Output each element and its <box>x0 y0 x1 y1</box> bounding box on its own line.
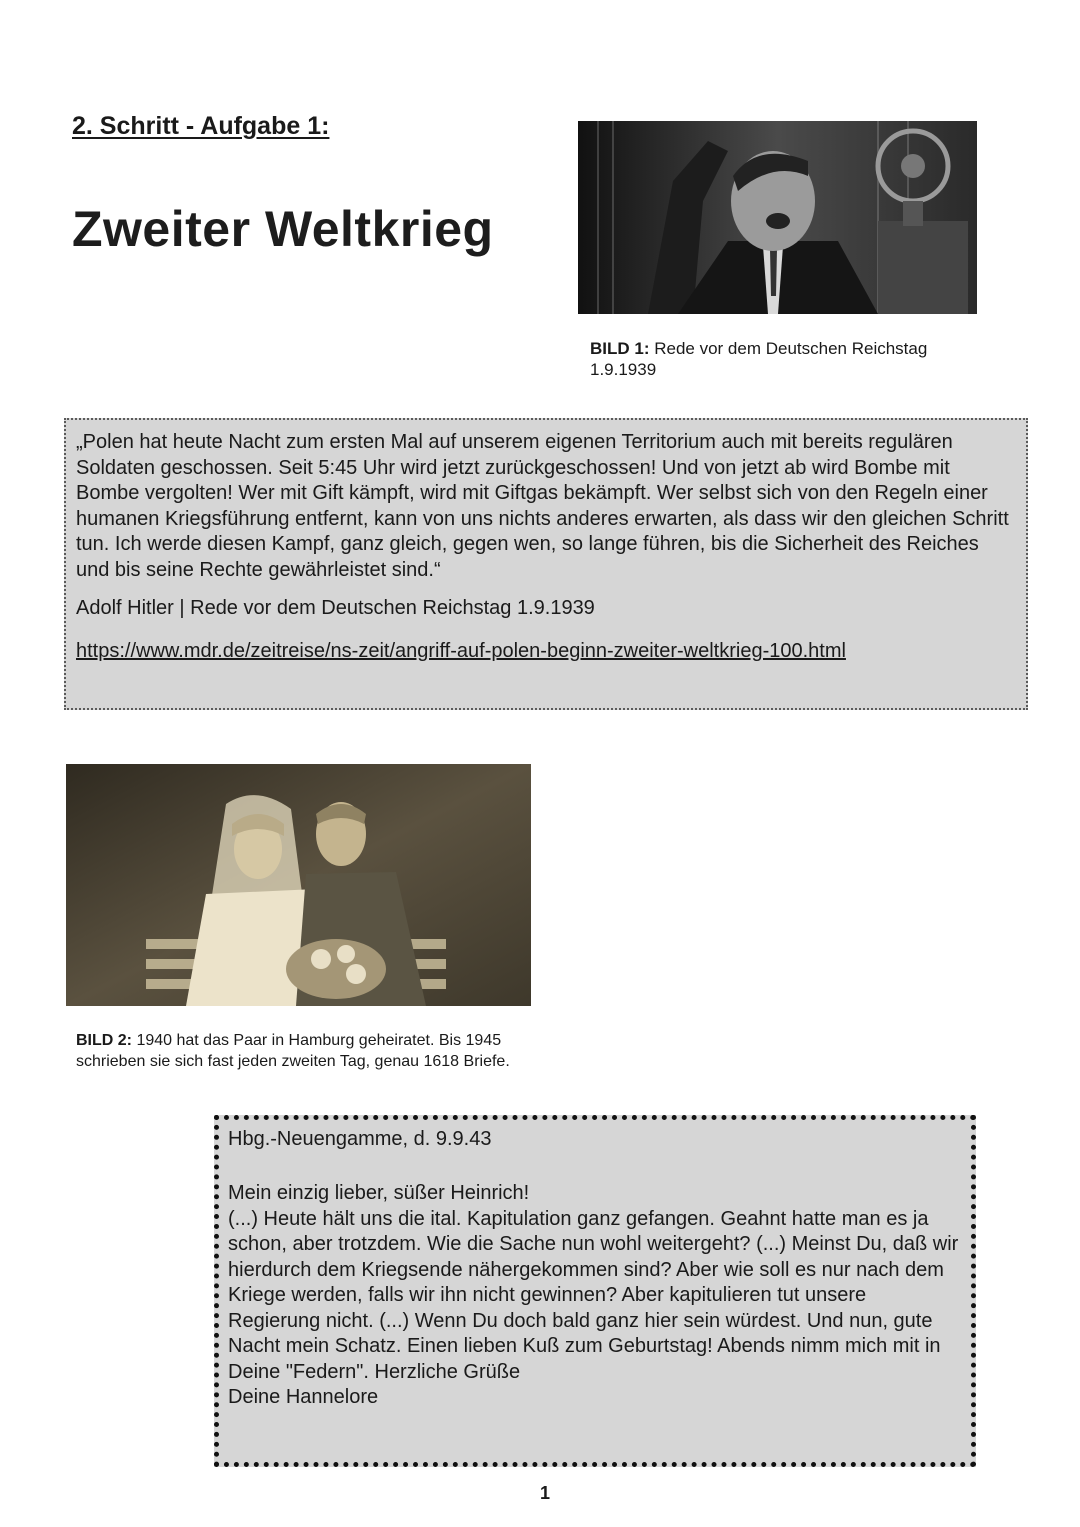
image1-caption-text: Rede vor dem Deutschen Reichstag 1.9.1939 <box>590 339 928 379</box>
quote-source: Adolf Hitler | Rede vor dem Deutschen Reichstag 1.9.1939 <box>76 597 595 619</box>
photo-wedding-couple <box>66 764 531 1006</box>
step-heading: 2. Schritt - Aufgabe 1: <box>72 112 330 140</box>
image2-caption-text: 1940 hat das Paar in Hamburg geheiratet. Bis 1945 schrieben sie sich fast jeden zweiten Tag, genau 1618 Briefe. <box>76 1032 510 1070</box>
source-link[interactable]: https://www.mdr.de/zeitreise/ns-zeit/angriff-auf-polen-beginn-zweiter-weltkrieg-100.html <box>76 640 846 662</box>
letter-header: Hbg.-Neuengamme, d. 9.9.43 <box>228 1128 492 1150</box>
photo-speech-illustration <box>578 121 977 314</box>
image2-caption <box>76 1030 526 1072</box>
image1-caption <box>590 338 970 380</box>
document-title: Zweiter Weltkrieg <box>72 201 494 257</box>
quote-box <box>64 418 1028 710</box>
image1-caption-label: BILD 1: <box>590 339 650 358</box>
letter-box <box>214 1115 976 1467</box>
page-number: 1 <box>540 1483 551 1503</box>
quote-text: „Polen hat heute Nacht zum ersten Mal auf unserem eigenen Territorium auch mit bereits regulären Soldaten geschossen. Seit 5:45 Uhr wird jetzt zurückgeschossen! Und von jetzt ab wird Bombe mit Bombe vergolten! Wer mit Gift kämpft, wird mit Giftgas bekämpft. Wer selbst sich von den Regeln einer humanen Kriegsführung entfernt, kann von uns nichts anderes erwarten, als dass wir den gleichen Schritt tun. Ich werde diesen Kampf, ganz gleich, gegen wen, so lange führen, bis die Sicherheit des Reiches und bis seine Rechte gewährleistet sind.“ <box>76 431 1009 581</box>
letter-body: Mein einzig lieber, süßer Heinrich! (...) Heute hält uns die ital. Kapitulation ganz gefangen. Geahnt hatte man es ja schon, aber trotzdem. Wie die Sache nun wohl weitergeht? (...) Meinst Du, daß wir hierdurch dem Kriegsende nähergekommen sind? Aber wie soll es nur nach dem Kriege werden, falls wir ihn nicht gewinnen? Aber kapitulieren tut unsere Regierung nicht. (...) Wenn Du doch bald ganz hier sein würdest. Und nun, gute Nacht mein Schatz. Einen lieben Kuß zum Geburtstag! Abends nimm mich mit in Deine "Federn". Herzliche Grüße Deine Hannelore <box>228 1182 959 1408</box>
photo-wedding-illustration <box>66 764 531 1006</box>
image2-caption-label: BILD 2: <box>76 1032 132 1049</box>
photo-speech-reichstag <box>578 121 977 314</box>
